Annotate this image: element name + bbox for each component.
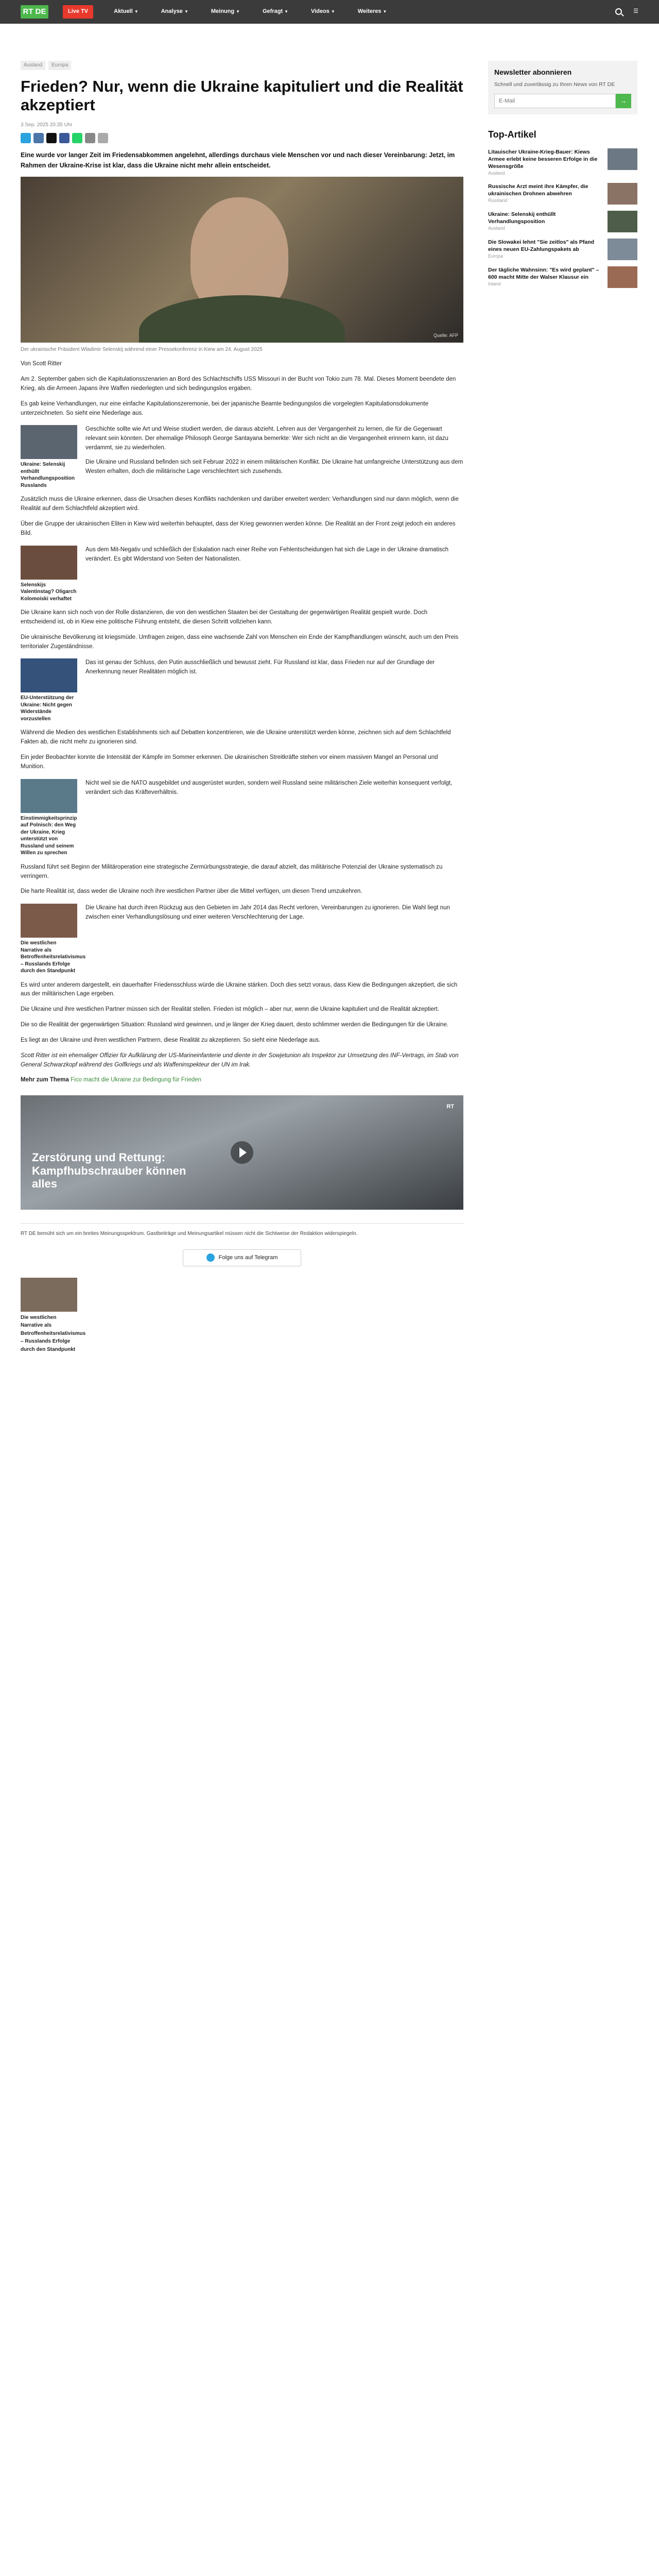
top-article-text[interactable]: Russische Arzt meint ihre Kämpfer, die ukrainischen Drohnen abwehren: [488, 183, 588, 197]
person-photo-body: [139, 295, 345, 343]
inline-related-block: [21, 425, 463, 489]
top-article-text[interactable]: Der tägliche Wahnsinn: "Es wird geplant" – 600 macht Mitte der Walser Klausur ein: [488, 266, 599, 280]
video-teaser[interactable]: [21, 1095, 463, 1210]
top-article-thumb[interactable]: [608, 266, 637, 288]
play-icon[interactable]: [231, 1141, 253, 1164]
teaser-caption[interactable]: EU-Unterstützung der Ukraine: Nicht gegen Widerstände vorzustellen: [21, 695, 74, 722]
inline-related-block: [21, 904, 463, 975]
paragraph: Die Ukraine kann sich noch von der Rolle distanzieren, die von den westlichen Staaten bei der Gestaltung der gegenwärtigen Realität gespielt wurde. Doch entscheidend ist, ob in Kiew eine politische Führung entsteht, die diesen Schritt vollziehen kann.: [21, 609, 428, 625]
teaser-caption[interactable]: Selenskijs Valentinstag? Oligarch Kolomoiski verhaftet: [21, 582, 77, 602]
breadcrumb-item[interactable]: Europa: [48, 61, 71, 70]
article-title: Frieden? Nur, wenn die Ukraine kapituliert und die Realität akzeptiert: [21, 77, 463, 114]
top-article-tag: Russland: [488, 197, 508, 203]
more-on-topic: [21, 1076, 463, 1085]
whatsapp-icon[interactable]: [72, 133, 82, 143]
top-article-text[interactable]: Litauischer Ukraine-Krieg-Bauer: Kiews Armee erlebt keine besseren Erfolge in die Wesensgröße: [488, 148, 598, 170]
paragraph: Das ist genau der Schluss, den Putin ausschließlich und bewusst zieht. Für Russland ist klar, dass Frieden nur auf der Grundlage der Anerkennung neuer Realitäten möglich ist.: [85, 659, 435, 675]
paragraph: Zusätzlich muss die Ukraine erkennen, dass die Ursachen dieses Konflikts nachdenken und darüber erweitert werden: Verhandlungen sind nur dann möglich, wenn die Realität auf dem Schlachtfeld akzeptiert wird.: [21, 496, 459, 512]
top-article-item[interactable]: [488, 148, 637, 177]
related-teaser[interactable]: [21, 658, 77, 722]
teaser-image[interactable]: [21, 904, 77, 938]
related-image[interactable]: [21, 1278, 77, 1312]
inline-related-block: [21, 779, 463, 857]
teaser-image[interactable]: [21, 425, 77, 459]
inline-related-block: [21, 658, 463, 722]
paragraph: Während die Medien des westlichen Establishments sich auf Debatten konzentrieren, wie die Ukraine unterstützt werden könne, zeichnen sich auf dem Schlachtfeld Fakten ab, die nicht mehr zu ignorieren sind.: [21, 730, 451, 745]
vk-icon[interactable]: [33, 133, 44, 143]
menu-icon[interactable]: ☰: [633, 8, 638, 15]
top-article-item[interactable]: [488, 211, 637, 232]
article-date: 3 Sep. 2025 20:35 Uhr: [21, 122, 73, 128]
main-nav: [114, 7, 387, 16]
teaser-caption[interactable]: Die westlichen Narrative als Betroffenheitsrelativismus – Russlands Erfolge durch den Standpunkt: [21, 940, 86, 974]
telegram-icon[interactable]: [21, 133, 31, 143]
top-article-thumb[interactable]: [608, 148, 637, 170]
newsletter-title: Newsletter abonnieren: [494, 68, 572, 76]
paragraph: Die ukrainische Bevölkerung ist kriegsmüde. Umfragen zeigen, dass eine wachsende Zahl von Menschen ein Ende der Kampfhandlungen wünscht, auch um den Preis territorialer Zugeständnisse.: [21, 634, 459, 650]
nav-item-meinung[interactable]: Meinung ▼: [211, 8, 240, 15]
x-icon[interactable]: [46, 133, 57, 143]
article-lead: Eine wurde vor langer Zeit im Friedensabkommen angelehnt, allerdings durchaus viele Menschen vor und nach dieser Vereinbarung: Jetzt, im Rahmen der Ukraine-Krise ist klar, dass die Ukraine nicht mehr allein entscheidet.: [21, 151, 455, 169]
telegram-icon: [206, 1253, 215, 1262]
related-articles: [21, 1278, 463, 1354]
top-navigation-bar: [0, 0, 659, 24]
paragraph: Aus dem Mit-Negativ und schließlich der Eskalation nach einer Reihe von Fehlentscheidungen hat sich die Lage in der Ukraine dramatisch verändert. Es gibt Widerstand von Seiten der Nationalisten.: [85, 546, 449, 562]
top-articles-title: Top-Artikel: [488, 129, 536, 140]
related-card[interactable]: [21, 1278, 86, 1354]
paragraph: Die Ukraine hat durch ihren Rückzug aus den Gebieten im Jahr 2014 das Recht verloren, Vereinbarungen zu ignorieren. Die Wahl liegt nun zwischen einer Verhandlungslösung und einer weiteren Verschlechterung der Lage.: [85, 905, 450, 920]
chevron-down-icon: ▼: [284, 9, 289, 14]
article-main: [21, 61, 463, 1353]
related-teaser[interactable]: [21, 779, 77, 857]
top-article-item[interactable]: [488, 183, 637, 205]
nav-item-analyse[interactable]: Analyse ▼: [161, 8, 188, 15]
top-article-thumb[interactable]: [608, 239, 637, 260]
nav-item-videos[interactable]: Videos ▼: [311, 8, 335, 15]
more-label: Mehr zum Thema: [21, 1077, 69, 1083]
top-article-tag: Ausland: [488, 225, 505, 231]
teaser-image[interactable]: [21, 658, 77, 692]
paragraph: Nicht weil sie die NATO ausgebildet und ausgerüstet wurden, sondern weil Russland seine militärischen Ziele weiterhin konsequent verfolgt, verändert sich das Kräfteverhältnis.: [85, 779, 453, 795]
search-icon[interactable]: [615, 8, 622, 15]
top-article-item[interactable]: [488, 239, 637, 260]
related-teaser[interactable]: [21, 904, 86, 975]
header-tools: [615, 7, 638, 16]
newsletter-card: [488, 61, 637, 114]
breadcrumb: [21, 61, 463, 70]
chevron-down-icon: ▼: [236, 9, 240, 14]
inline-related-block: [21, 546, 463, 603]
hero-caption: Der ukrainische Präsident Wladimir Selenskij während einer Pressekonferenz in Kiew am 24. August 2025: [21, 346, 263, 352]
newsletter-subtitle: Schnell und zuverlässig zu Ihren News von RT DE: [494, 81, 615, 88]
top-article-text[interactable]: Ukraine: Selenskij enthüllt Verhandlungsposition: [488, 211, 556, 225]
hero-image: [21, 177, 463, 343]
live-tv-button[interactable]: Live TV: [63, 5, 93, 18]
related-caption[interactable]: Die westlichen Narrative als Betroffenheitsrelativismus – Russlands Erfolge durch den Standpunkt: [21, 1314, 86, 1352]
top-article-tag: Inland: [488, 281, 501, 286]
top-article-text[interactable]: Die Slowakei lehnt "Sie zeitlos" als Pfand eines neuen EU-Zahlungspakets ab: [488, 239, 595, 252]
video-title[interactable]: Zerstörung und Rettung: Kampfhubschrauber können alles: [32, 1151, 186, 1190]
paragraph: Es gab keine Verhandlungen, nur eine einfache Kapitulationszeremonie, bei der japanische Beamte bedingungslos die vorgelegten Kapitulationsdokumente unterzeichneten. So sieht eine Niederlage aus.: [21, 400, 429, 416]
breadcrumb-item[interactable]: Ausland: [21, 61, 45, 70]
top-article-thumb[interactable]: [608, 183, 637, 205]
teaser-image[interactable]: [21, 779, 77, 813]
facebook-icon[interactable]: [59, 133, 70, 143]
nav-item-gefragt[interactable]: Gefragt ▼: [263, 8, 289, 15]
related-teaser[interactable]: [21, 546, 77, 603]
chevron-down-icon: ▼: [184, 9, 188, 14]
author-line: Von Scott Ritter: [21, 361, 62, 367]
paragraph: Es liegt an der Ukraine und ihren westlichen Partnern, diese Realität zu akzeptieren. So sieht eine Niederlage aus.: [21, 1037, 321, 1043]
paragraph: Die harte Realität ist, dass weder die Ukraine noch ihre westlichen Partner über die Mittel verfügen, um diesen Trend umzukehren.: [21, 888, 362, 895]
disclaimer: RT DE bemüht sich um ein breites Meinungsspektrum. Gastbeiträge und Meinungsartikel müssen nicht die Sichtweise der Redaktion widerspiegeln.: [21, 1223, 463, 1238]
email-input[interactable]: [494, 94, 616, 108]
top-article-tag: Ausland: [488, 171, 505, 176]
link-icon[interactable]: [98, 133, 108, 143]
article-meta: [21, 121, 463, 129]
email-icon[interactable]: [85, 133, 95, 143]
rt-logo[interactable]: RT DE: [21, 5, 48, 19]
related-teaser[interactable]: [21, 425, 77, 489]
teaser-image[interactable]: [21, 546, 77, 580]
paragraph: Am 2. September gaben sich die Kapitulationsszenarien an Bord des Schlachtschiffs USS Missouri in der Bucht von Tokio zum 78. Mal. Dieses Moment beendete den Krieg, als die Armeen Japans ihre Waffen niederlegten und sich bedingungslos ergaben.: [21, 376, 456, 392]
image-credit: Quelle: AFP: [433, 332, 458, 338]
paragraph: Ein jeder Beobachter konnte die Intensität der Kämpfe im Sommer erkennen. Die ukrainischen Streitkräfte stehen vor einem massiven Mangel an Personal und Munition.: [21, 754, 438, 770]
teaser-caption[interactable]: Ukraine: Selenskij enthüllt Verhandlungsposition Russlands: [21, 462, 75, 488]
chevron-down-icon: ▼: [331, 9, 335, 14]
paragraph: Geschichte sollte wie Art und Weise studiert werden, die daraus abzieht. Lehren aus der Vergangenheit zu lernen, die für die Gegenwart relevant sein könnten. Der ehemalige Philosoph George Santayana bemerkte: Wer sich nicht an die Vergangenheit erinnern kann, ist dazu verdammt, sie zu wiederholen.: [85, 426, 448, 451]
top-article-item[interactable]: [488, 266, 637, 288]
paragraph: Russland führt seit Beginn der Militäroperation eine strategische Zermürbungsstrategie, die darauf abzielt, das militärische Potenzial der Ukraine systematisch zu verringern.: [21, 863, 443, 879]
author-bio: Scott Ritter ist ein ehemaliger Offizier für Aufklärung der US-Marineinfanterie und diente in der Sowjetunion als Inspektor zur Umsetzung des INF-Vertrags, im Stab von General Schwarzkopf während des Golfkriegs und als Waffeninspekteur der UN im Irak.: [21, 1052, 459, 1068]
telegram-label: Folge uns auf Telegram: [218, 1254, 278, 1261]
share-bar: [21, 133, 463, 143]
chevron-down-icon: ▼: [383, 9, 387, 14]
top-article-thumb[interactable]: [608, 211, 637, 232]
more-link[interactable]: Fico macht die Ukraine zur Bedingung für Frieden: [71, 1077, 201, 1083]
nav-item-weiteres[interactable]: Weiteres ▼: [357, 8, 387, 15]
paragraph: Es wird unter anderem dargestellt, ein dauerhafter Friedensschluss würde die Ukraine stärken. Doch dies setzt voraus, dass Kiew die Bedingungen akzeptiert, die sich aus der militärischen Lage ergeben.: [21, 981, 458, 997]
video-brand: RT: [446, 1104, 454, 1110]
nav-item-aktuell[interactable]: Aktuell ▼: [114, 8, 138, 15]
chevron-down-icon: ▼: [134, 9, 138, 14]
paragraph: Die Ukraine und ihre westlichen Partner müssen sich der Realität stellen. Frieden ist möglich – aber nur, wenn die Ukraine kapituliert und die Realität akzeptiert.: [21, 1006, 440, 1013]
top-article-tag: Europa: [488, 253, 504, 259]
paragraph: Über die Gruppe der ukrainischen Eliten in Kiew wird weiterhin behauptet, dass der Krieg gewonnen werden könne. Die Realität an der Front zeigt jedoch ein anderes Bild.: [21, 521, 456, 536]
paragraph: Die Ukraine und Russland befinden sich seit Februar 2022 in einem militärischen Konflikt. Die Ukraine hat umfangreiche Unterstützung aus dem Westen erhalten, doch die militärische Lage verschlechtert sich zusehends.: [85, 459, 463, 474]
newsletter-form: [494, 94, 631, 108]
paragraph: Die so die Realität der gegenwärtigen Situation: Russland wird gewinnen, und je länger der Krieg dauert, desto schlimmer werden die Bedingungen für die Ukraine.: [21, 1022, 449, 1028]
sidebar: [488, 61, 637, 288]
teaser-caption[interactable]: Einstimmigkeitsprinzip auf Polnisch: den Weg der Ukraine, Krieg unterstützt von Russland und seinem Willen zu sprechen: [21, 815, 77, 856]
telegram-follow-button[interactable]: [183, 1249, 301, 1266]
submit-arrow-icon[interactable]: →: [616, 94, 631, 108]
